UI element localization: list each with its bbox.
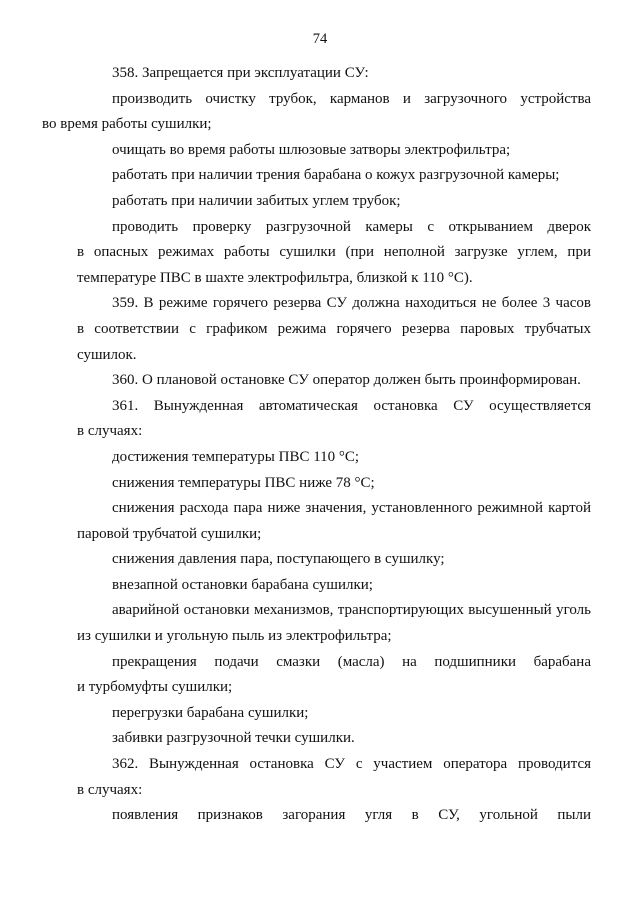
paragraph-358-item-1: производить очистку трубок, карманов и загрузочного устройства во время работы сушилки;	[42, 90, 591, 133]
paragraph-361-item-5: внезапной остановки барабана сушилки;	[112, 576, 373, 593]
paragraph-361-item-8: перегрузки барабана сушилки;	[112, 704, 309, 721]
paragraph-358-item-5: проводить проверку разгрузочной камеры с открыванием дверок в опасных режимах работы сушилки (при неполной загрузке углем, при температуре ПВС в шахте электрофильтра, близкой к 110 °С).	[77, 218, 591, 286]
paragraph-361-item-3: снижения расхода пара ниже значения, установленного режимной картой паровой трубчатой сушилки;	[77, 500, 591, 542]
paragraph-361: 361. Вынужденная автоматическая остановка СУ осуществляется в случаях:	[77, 397, 591, 440]
paragraph-362: 362. Вынужденная остановка СУ с участием оператора проводится в случаях:	[77, 756, 591, 798]
paragraph-360: 360. О плановой остановке СУ оператор должен быть проинформирован.	[112, 372, 581, 389]
paragraph-361-item-2: снижения температуры ПВС ниже 78 °С;	[112, 474, 375, 491]
paragraph-362-item-1: появления признаков загорания угля в СУ, угольной пыли	[112, 807, 591, 824]
paragraph-358-item-3: работать при наличии трения барабана о кожух разгрузочной камеры;	[112, 167, 560, 184]
page-number: 74	[312, 31, 328, 47]
document-body	[42, 61, 591, 829]
paragraph-361-item-1: достижения температуры ПВС 110 °С;	[112, 448, 360, 465]
paragraph-358-item-4: работать при наличии забитых углем трубок;	[112, 192, 401, 209]
paragraph-358: 358. Запрещается при эксплуатации СУ:	[112, 65, 369, 81]
paragraph-361-item-7: прекращения подачи смазки (масла) на подшипники барабана и турбомуфты сушилки;	[77, 653, 591, 696]
paragraph-361-item-4: снижения давления пара, поступающего в сушилку;	[112, 551, 445, 568]
paragraph-359: 359. В режиме горячего резерва СУ должна находиться не более 3 часов в соответствии с графиком режима горячего резерва паровых трубчатых сушилок.	[77, 295, 591, 363]
paragraph-361-item-9: забивки разгрузочной течки сушилки.	[112, 730, 355, 747]
paragraph-361-item-6: аварийной остановки механизмов, транспортирующих высушенный уголь из сушилки и угольную пыль из электрофильтра;	[77, 602, 591, 645]
paragraph-358-item-2: очищать во время работы шлюзовые затворы электрофильтра;	[112, 141, 511, 158]
